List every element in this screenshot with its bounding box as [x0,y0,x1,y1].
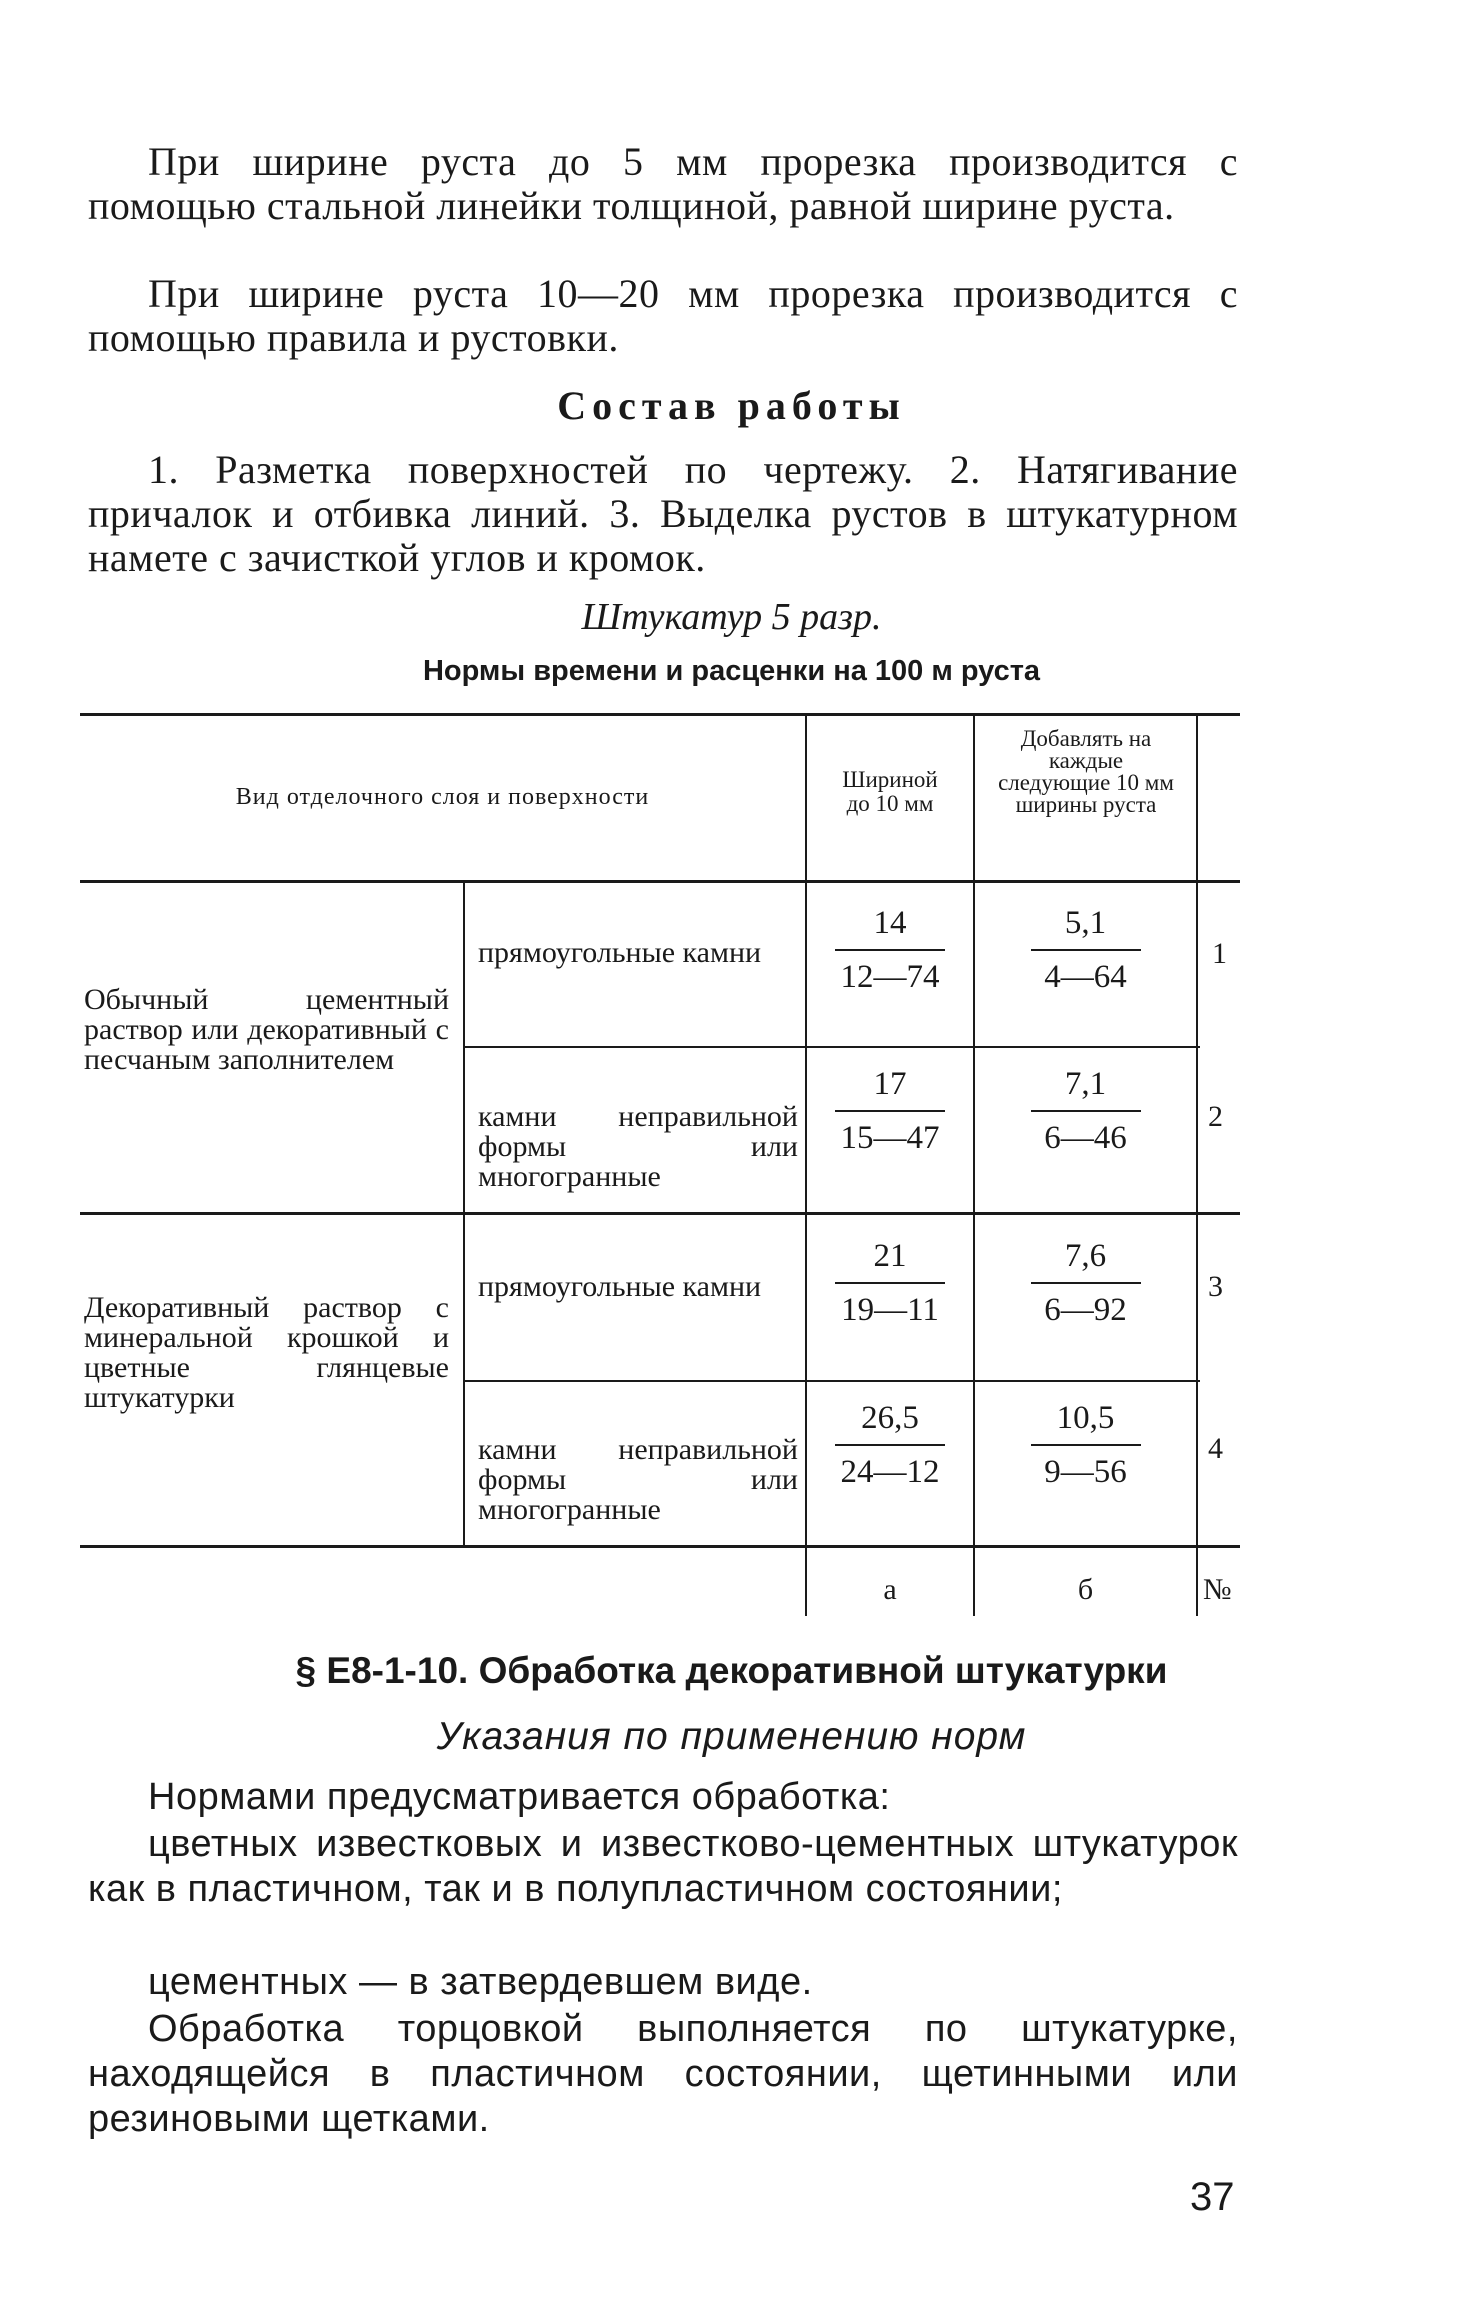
page-number: 37 [1190,2175,1235,2219]
section-paragraph-1: Нормами предусматривается обработка: [148,1776,891,1818]
row-1-number: 1 [1212,937,1227,970]
row-1-rate: 12—74 [840,959,940,995]
intro-paragraph-1: При ширине руста до 5 мм прорезка производится с помощью стальной линейки толщиной, равной ширине руста. [88,139,1238,228]
column-label-b: б [1077,1573,1094,1606]
row-4-col-a [810,1400,970,1490]
section-paragraph-4: Обработка торцовкой выполняется по штукатурке, находящейся в пластичном состоянии, щетинными или резиновыми щетками. [88,2008,1238,2140]
section-heading: § Е8-1-10. Обработка декоративной штукатурки [295,1650,1168,1691]
row-3-time: 21 [873,1238,907,1274]
row-2-col-b [978,1066,1193,1156]
group-name-1: Обычный цементный раствор или декоративный с песчаным заполнителем [84,983,449,1076]
table-bottom-rule [80,1545,1240,1548]
row-3-col-b [978,1238,1193,1328]
row-2-stone: камни неправильной формы или многогранные [478,1100,798,1193]
vrule-col-no [1196,716,1198,1616]
table-caption: Нормы времени и расценки на 100 м руста [422,655,1041,687]
row-3-add-rate: 6—92 [1044,1292,1127,1328]
work-composition-text: 1. Разметка поверхностей по чертежу. 2. Натягивание причалок и отбивка линий. 3. Выделка рустов в штукатурном намете с зачисткой углов и кромок. [88,447,1238,580]
vrule-stone [463,882,465,1545]
row-1-col-a [810,905,970,995]
row-4-add-rate: 9—56 [1044,1454,1127,1490]
intro-paragraph-2: При ширине руста 10—20 мм прорезка производится с помощью правила и рустовки. [88,271,1238,360]
row-3-col-a [810,1238,970,1328]
row-1-add-rate: 4—64 [1044,959,1127,995]
row-2-add-time: 7,1 [1064,1066,1107,1102]
row-4-number: 4 [1208,1432,1223,1465]
row-1-add-time: 5,1 [1064,905,1107,941]
row-2-number: 2 [1208,1100,1223,1133]
vrule-col-b [973,716,975,1616]
header-bottom-rule [80,880,1240,883]
table-top-rule [80,713,1240,716]
column-label-a: а [883,1573,897,1606]
row-2-time: 17 [873,1066,907,1102]
row-divider-1 [465,1046,1200,1048]
row-3-add-time: 7,6 [1064,1238,1107,1274]
group-name-2: Декоративный раствор с минеральной крошкой и цветные глянцевые штукатурки [84,1291,449,1414]
row-4-add-time: 10,5 [1056,1400,1115,1436]
row-4-time: 26,5 [861,1400,919,1436]
header-surface-type: Вид отделочного слоя и поверхности [235,784,650,810]
work-composition-heading: Состав работы [557,383,906,428]
row-1-time: 14 [873,905,907,941]
row-4-col-b [978,1400,1193,1490]
row-divider-3 [465,1380,1200,1382]
column-label-number: № [1203,1573,1232,1606]
row-2-add-rate: 6—46 [1044,1120,1127,1156]
section-subheading: Указания по применению норм [436,1715,1027,1758]
group-divider [80,1212,1240,1215]
row-1-stone: прямоугольные камни [478,936,762,969]
section-paragraph-2: цветных известковых и известково-цементных штукатурок как в пластичном, так и в полупластичном состоянии; [88,1823,1238,1910]
row-4-stone: камни неправильной формы или многогранные [478,1433,798,1526]
row-3-stone: прямоугольные камни [478,1270,762,1303]
worker-grade: Штукатур 5 разр. [581,596,882,638]
row-3-rate: 19—11 [841,1292,939,1328]
vrule-col-a [805,716,807,1616]
row-3-number: 3 [1208,1270,1223,1303]
header-width-10: Шириной до 10 мм [842,767,938,816]
row-4-rate: 24—12 [840,1454,940,1490]
header-add-per-10mm: Добавлять на каждые следующие 10 мм ширины руста [998,726,1174,817]
row-1-col-b [978,905,1193,995]
row-2-rate: 15—47 [840,1120,940,1156]
row-2-col-a [810,1066,970,1156]
section-paragraph-3: цементных — в затвердевшем виде. [148,1961,813,2003]
